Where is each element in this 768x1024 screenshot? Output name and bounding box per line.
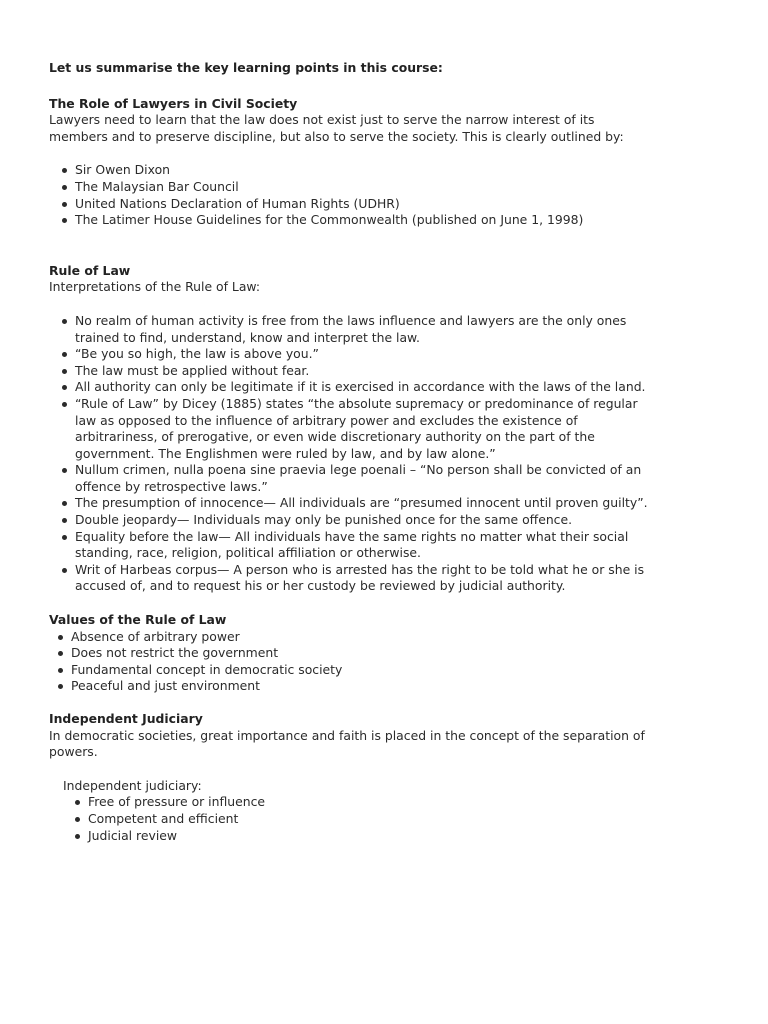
section-rule-of-law [49,263,649,595]
list-item: Sir Owen Dixon [75,162,649,179]
lawyers-list [49,162,649,228]
section-independent-judiciary [49,711,649,844]
list-item: Fundamental concept in democratic society [71,662,649,679]
list-item: Judicial review [88,828,649,845]
rule-of-law-subheading: Interpretations of the Rule of Law: [49,279,261,295]
lawyers-paragraph: Lawyers need to learn that the law does not exist just to serve the narrow interest of its members and to preserve discipline, but also to serve the society. This is clearly outlined by: [49,112,624,144]
list-item: Free of pressure or influence [88,794,649,811]
judiciary-list [49,794,649,844]
list-item: Equality before the law— All individuals have the same rights no matter what their social standing, race, religion, political affiliation or otherwise. [75,529,653,562]
list-item: Nullum crimen, nulla poena sine praevia lege poenali – “No person shall be convicted of an offence by retrospective laws.” [75,462,653,495]
list-item: Double jeopardy— Individuals may only be punished once for the same offence. [75,512,653,529]
values-list [49,629,649,695]
list-item: Peaceful and just environment [71,678,649,695]
list-item: The law must be applied without fear. [75,363,653,380]
list-item: Absence of arbitrary power [71,629,649,646]
list-item: The Malaysian Bar Council [75,179,649,196]
section-heading-judiciary: Independent Judiciary [49,711,203,726]
list-item: United Nations Declaration of Human Rights (UDHR) [75,196,649,213]
judiciary-paragraph: In democratic societies, great importance and faith is placed in the concept of the separation of powers. [49,727,645,760]
intro-heading: Let us summarise the key learning points in this course: [49,60,443,75]
judiciary-subheading: Independent judiciary: [63,777,202,793]
list-item: All authority can only be legitimate if it is exercised in accordance with the laws of the land. [75,379,653,396]
section-heading-lawyers: The Role of Lawyers in Civil Society [49,95,298,111]
list-item: The presumption of innocence— All individuals are “presumed innocent until proven guilty”. [75,495,653,512]
section-heading-values: Values of the Rule of Law [49,612,227,628]
list-item: The Latimer House Guidelines for the Commonwealth (published on June 1, 1998) [75,212,649,229]
section-values [49,612,649,695]
list-item: “Rule of Law” by Dicey (1885) states “the absolute supremacy or predominance of regular law as opposed to the influence of arbitrary power and excludes the existence of arbitrariness, of prerogative, or even wide discretionary authority on the part of the government. The Englishmen were ruled by law, and by law alone.” [75,396,653,462]
section-role-of-lawyers [49,96,649,229]
rule-of-law-list [49,313,653,595]
section-heading-rule-of-law: Rule of Law [49,262,131,278]
list-item: “Be you so high, the law is above you.” [75,346,653,363]
document-page [49,60,649,844]
list-item: Competent and efficient [88,811,649,828]
list-item: Does not restrict the government [71,645,649,662]
list-item: Writ of Harbeas corpus— A person who is arrested has the right to be told what he or she is accused of, and to request his or her custody be reviewed by judicial authority. [75,562,653,595]
list-item: No realm of human activity is free from the laws influence and lawyers are the only ones trained to find, understand, know and interpret the law. [75,313,653,346]
